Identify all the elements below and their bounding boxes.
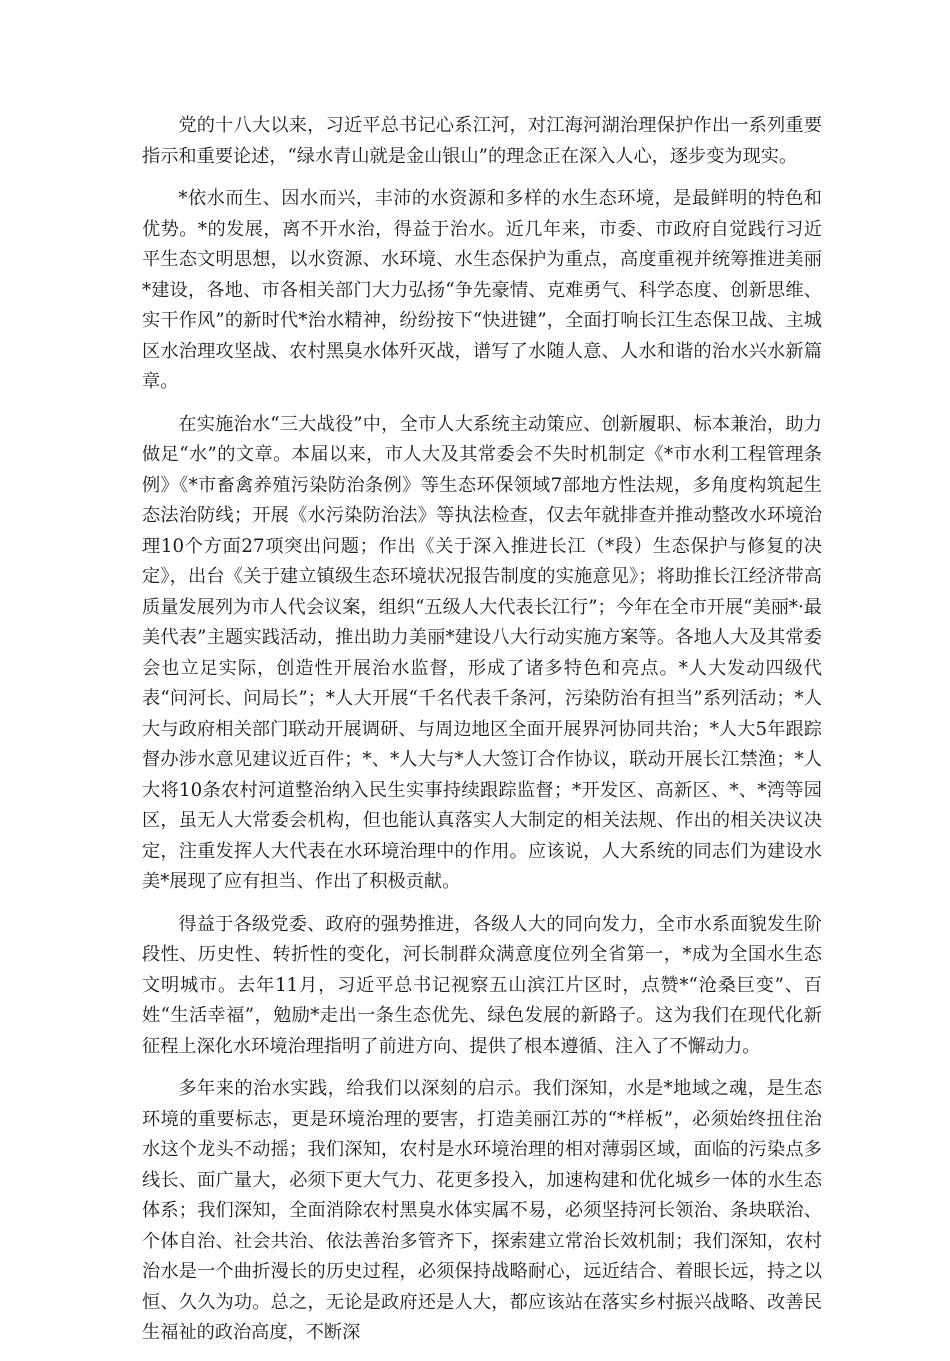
paragraph-2: *依水而生、因水而兴，丰沛的水资源和多样的水生态环境，是最鲜明的特色和优势。*的发展，离不开水治，得益于治水。近几年来，市委、市政府自觉践行习近平生态文明思想，以水资源、水环境、水生态保护为重点，高度重视并统筹推进美丽*建设，各地、市各相关部门大力弘扬“争先豪情、克难勇气、科学态度、创新思维、实干作风”的新时代*治水精神，纷纷按下“快进键”，全面打响长江生态保卫战、主城区水治理攻坚战、农村黑臭水体歼灭战，谱写了水随人意、人水和谐的治水兴水新篇章。	[142, 188, 822, 392]
paragraph-5: 多年来的治水实践，给我们以深刻的启示。我们深知，水是*地域之魂，是生态环境的重要标志，更是环境治理的要害，打造美丽江苏的“*样板”，必须始终扭住治水这个龙头不动摇；我们深知，农村是水环境治理的相对薄弱区域，面临的污染点多线长、面广量大，必须下更大气力、花更多投入，加速构建和优化城乡一体的水生态体系；我们深知，全面消除农村黑臭水体实属不易，必须坚持河长领治、条块联治、个体自治、社会共治、依法善治多管齐下，探索建立常治长效机制；我们深知，农村治水是一个曲折漫长的历史过程，必须保持战略耐心，远近结合、着眼长远，持之以恒、久久为功。总之，无论是政府还是人大，都应该站在落实乡村振兴战略、改善民生福祉的政治高度，不断深	[142, 1078, 822, 1343]
paragraph-1: 党的十八大以来，习近平总书记心系江河，对江海河湖治理保护作出一系列重要指示和重要论述，“绿水青山就是金山银山”的理念正在深入人心，逐步变为现实。	[142, 115, 822, 167]
paragraph-4: 得益于各级党委、政府的强势推进，各级人大的同向发力，全市水系面貌发生阶段性、历史性、转折性的变化，河长制群众满意度位列全省第一，*成为全国水生态文明城市。去年11月，习近平总书记视察五山滨江片区时，点赞*“沧桑巨变”、百姓“生活幸福”，勉励*走出一条生态优先、绿色发展的新路子。这为我们在现代化新征程上深化水环境治理指明了前进方向、提供了根本遵循、注入了不懈动力。	[142, 913, 822, 1057]
document-body	[142, 111, 822, 1361]
paragraph-3: 在实施治水“三大战役”中，全市人大系统主动策应、创新履职、标本兼治，助力做足“水”的文章。本届以来，市人大及其常委会不失时机制定《*市水利工程管理条例》《*市畜禽养殖污染防治条例》等生态环保领域7部地方性法规，多角度构筑起生态法治防线；开展《水污染防治法》等执法检查，仅去年就排查并推动整改水环境治理10个方面27项突出问题；作出《关于深入推进长江（*段）生态保护与修复的决定》，出台《关于建立镇级生态环境状况报告制度的实施意见》；将助推长江经济带高质量发展列为市人代会议案，组织“五级人大代表长江行”；今年在全市开展“美丽*·最美代表”主题实践活动，推出助力美丽*建设八大行动实施方案等。各地人大及其常委会也立足实际，创造性开展治水监督，形成了诸多特色和亮点。*人大发动四级代表“问河长、问局长”；*人大开展“千名代表千条河，污染防治有担当”系列活动；*人大与政府相关部门联动开展调研、与周边地区全面开展界河协同共治；*人大5年跟踪督办涉水意见建议近百件；*、*人大与*人大签订合作协议，联动开展长江禁渔；*人大将10条农村河道整治纳入民生实事持续跟踪监督；*开发区、高新区、*、*湾等园区，虽无人大常委会机构，但也能认真落实人大制定的相关法规、作出的相关决议决定，注重发挥人大代表在水环境治理中的作用。应该说，人大系统的同志们为建设水美*展现了应有担当、作出了积极贡献。	[142, 413, 822, 892]
